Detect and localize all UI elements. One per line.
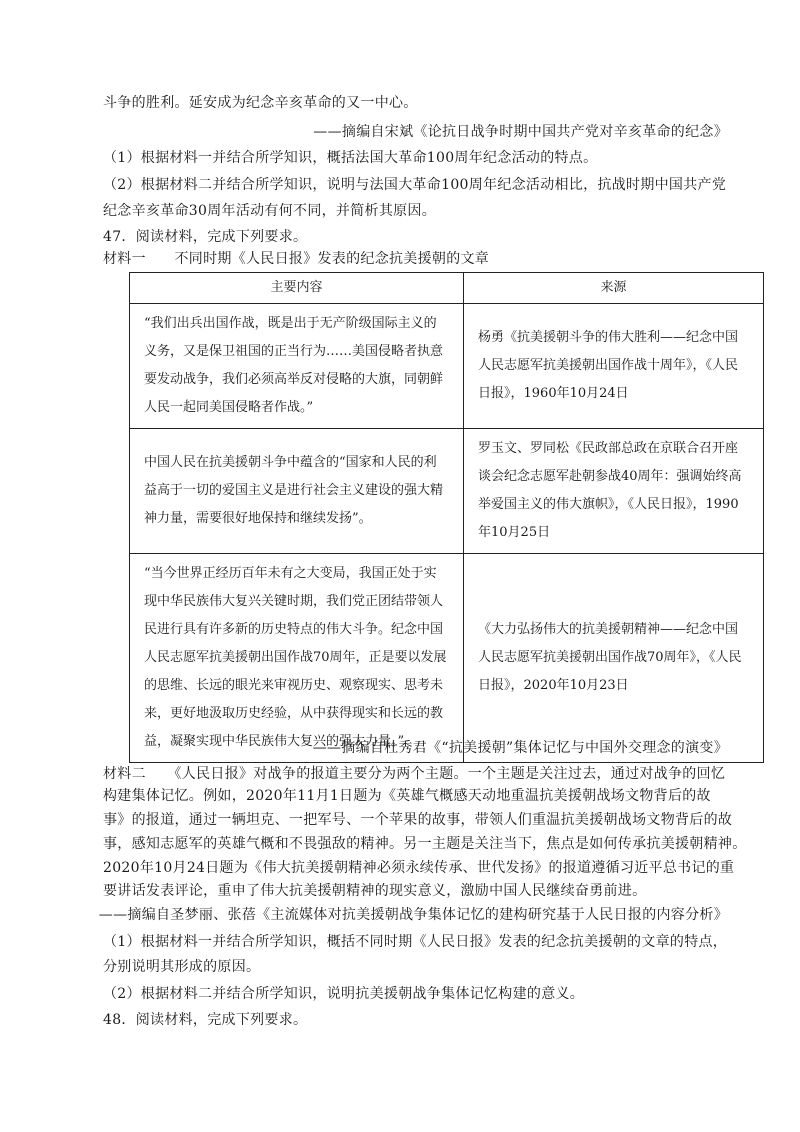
q47-question-2: （2）根据材料二并结合所学知识，说明抗美援朝战争集体记忆构建的意义。 <box>103 986 585 1002</box>
table-row <box>130 429 764 554</box>
table-header-row <box>130 273 764 304</box>
table-cell-source: 《大力弘扬伟大的抗美援朝精神——纪念中国人民志愿军抗美援朝出国作战70周年》，《人民日报》，2020年10月23日 <box>464 554 764 763</box>
q46-question-1: （1）根据材料一并结合所学知识，概括法国大革命100周年纪念活动的特点。 <box>103 150 598 166</box>
table-header-source: 来源 <box>464 273 764 304</box>
table-cell-content: “我们出兵出国作战，既是出于无产阶级国际主义的义务，又是保卫祖国的正当行为……美国侵略者执意要发动战争，我们必须高举反对侵略的大旗，同朝鲜人民一起同美国侵略者作战。” <box>130 304 464 429</box>
intro-line: 斗争的胜利。延安成为纪念辛亥革命的又一中心。 <box>103 95 418 111</box>
material2-line-5: 2020年10月24日题为《伟大抗美援朝精神必须永续传承、世代发扬》的报道遵循习近平总书记的重 <box>103 860 735 876</box>
table-header-content: 主要内容 <box>130 273 464 304</box>
material1-title: 材料一 不同时期《人民日报》发表的纪念抗美援朝的文章 <box>103 251 490 267</box>
table-cell-source: 罗玉文、罗同松《民政部总政在京联合召开座谈会纪念志愿军赴朝参战40周年：强调始终高举爱国主义的伟大旗帜》，《人民日报》，1990年10月25日 <box>464 429 764 554</box>
table-row <box>130 554 764 763</box>
material2-line-3: 事》的报道，通过一辆坦克、一把军号、一个苹果的故事，带领人们重温抗美援朝战场文物背后的故 <box>103 812 733 828</box>
table-cell-content: 中国人民在抗美援朝斗争中蕴含的“国家和人民的利益高于一切的爱国主义是进行社会主义建设的强大精神力量，需要很好地保持和继续发扬”。 <box>130 429 464 554</box>
q46-question-2-line-2: 纪念辛亥革命30周年活动有何不同，并简析其原因。 <box>103 203 437 219</box>
q47-question-1-line-1: （1）根据材料一并结合所学知识，概括不同时期《人民日报》发表的纪念抗美援朝的文章的特点， <box>103 934 728 950</box>
intro-citation: ——摘编自宋斌《论抗日战争时期中国共产党对辛亥革命的纪念》 <box>313 124 728 140</box>
q46-question-2-line-1: （2）根据材料二并结合所学知识，说明与法国大革命100周年纪念活动相比，抗战时期中国共产党 <box>103 177 727 193</box>
material1-citation: ——摘编自杜秀君《“抗美援朝”集体记忆与中国外交理念的演变》 <box>312 740 728 756</box>
q47-question-1-line-2: 分别说明其形成的原因。 <box>103 959 261 975</box>
material2-line-1: 材料二 《人民日报》对战争的报道主要分为两个主题。一个主题是关注过去，通过对战争的回忆 <box>103 766 726 782</box>
table-cell-source: 杨勇《抗美援朝斗争的伟大胜利——纪念中国人民志愿军抗美援朝出国作战十周年》，《人民日报》，1960年10月24日 <box>464 304 764 429</box>
table-cell-content: “当今世界正经历百年未有之大变局，我国正处于实现中华民族伟大复兴关键时期，我们党正团结带领人民进行具有许多新的历史特点的伟大斗争。纪念中国人民志愿军抗美援朝出国作战70周年，正是要以发展的思维、长远的眼光来审视历史、观察现实、思考未来，更好地汲取历史经验，从中获得现实和长远的教益，凝聚实现中华民族伟大复兴的强大力量。” <box>130 554 464 763</box>
material2-line-2: 构建集体记忆。例如，2020年11月1日题为《英雄气概感天动地重温抗美援朝战场文物背后的故 <box>103 788 711 804</box>
material1-table <box>129 272 764 763</box>
q47-heading: 47．阅读材料，完成下列要求。 <box>103 229 308 245</box>
material2-line-4: 事，感知志愿军的英雄气概和不畏强敌的精神。另一主题是关注当下，焦点是如何传承抗美援朝精神。 <box>103 836 747 852</box>
material2-citation: ——摘编自圣梦丽、张蓓《主流媒体对抗美援朝战争集体记忆的建构研究基于人民日报的内容分析》 <box>98 907 728 923</box>
q48-heading: 48．阅读材料，完成下列要求。 <box>103 1012 308 1028</box>
material2-line-6: 要讲话发表评论，重申了伟大抗美援朝精神的现实意义，激励中国人民继续奋勇前进。 <box>103 883 647 899</box>
table-row <box>130 304 764 429</box>
